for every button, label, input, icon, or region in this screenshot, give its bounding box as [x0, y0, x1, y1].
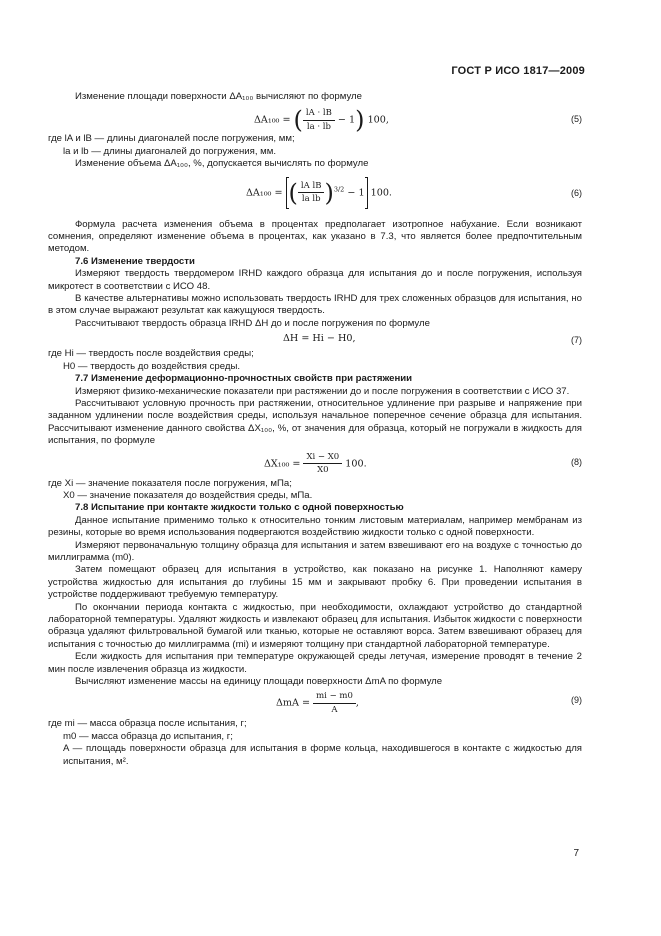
- section-7-6-heading: 7.6 Изменение твердости: [75, 255, 195, 267]
- legend-7-line-2: H0 — твердость до воздействия среды.: [63, 360, 241, 372]
- formula-8: [48, 448, 582, 478]
- formula-6-tail: − 1: [347, 187, 365, 199]
- formula-5-number: (5): [571, 114, 582, 125]
- formula-6-num: lA lB: [298, 180, 325, 193]
- formula-8-num: Xi − X0: [303, 451, 342, 464]
- legend-5-line-1: где lA и lB — длины диагоналей после погружения, мм;: [48, 133, 295, 145]
- section-7-6-p2: В качестве альтернативы можно использовать твердость IRHD для трех сложенных образцов для испытания, но в этом случае выражают результат как кажущуюся твердость.: [48, 293, 582, 317]
- formula-7-number: (7): [571, 335, 582, 346]
- legend-9-line-3: A — площадь поверхности образца для испытания в форме кольца, находившегося в контакте с жидкостью для испытания, м².: [63, 743, 582, 767]
- intro-area-text: Изменение площади поверхности ΔA₁₀₀ вычисляют по формуле: [75, 91, 362, 102]
- legend-7-line-1: где Hi — твердость после воздействия среды;: [48, 348, 254, 360]
- section-7-8-p2: Измеряют первоначальную толщину образца для испытания и затем взвешивают его на воздухе с точностью до миллиграмма (m0).: [48, 539, 582, 563]
- legend-8-line-1: где Xi — значение показателя после погружения, мПа;: [48, 477, 292, 489]
- section-7-7-p1: Измеряют физико-механические показатели при растяжении до и после погружения в соответствии с ИСО 37.: [75, 385, 570, 397]
- page-content: [48, 91, 582, 768]
- section-7-6-p3: Рассчитывают твердость образца IRHD ΔH до и после погружения по формуле: [75, 317, 430, 329]
- formula-6-factor: 100.: [370, 187, 392, 199]
- formula-7-body: ΔH = Hi − H0,: [283, 333, 356, 345]
- formula-9-num: mi − m0: [313, 690, 356, 703]
- formula-9-tail: ,: [355, 697, 359, 709]
- formula-8-den: X0: [317, 464, 329, 475]
- formula-5: ΔA₁₀₀ = ( $\frac{lA \cdot lB}{la \cdot lb}$ − 1) 100, (5): [254, 106, 582, 135]
- legend-8-line-2: X0 — значение показателя до воздействия среды, мПа.: [63, 489, 313, 501]
- formula-6-number: (6): [571, 187, 582, 198]
- formula-9-den: A: [331, 704, 338, 715]
- formula-5-lhs: ΔA₁₀₀ =: [254, 114, 291, 126]
- volume-paragraph: Формула расчета изменения объема в процентах предполагает изотропное набухание. Если возникают сомнения, определяют изменение объема в процентах, как указано в 7.3, что является более предпочтительным методом.: [48, 218, 582, 255]
- section-7-8-p6: Вычисляют изменение массы на единицу площади поверхности ΔmA по формуле: [75, 676, 443, 688]
- formula-8-factor: 100.: [345, 457, 367, 469]
- section-7-7-heading: 7.7 Изменение деформационно-прочностных свойств при растяжении: [75, 373, 413, 385]
- legend-5-line-2: la и lb — длины диагоналей до погружения, мм.: [63, 145, 277, 157]
- formula-6-exp: 3/2: [333, 185, 345, 194]
- formula-5-factor: 100,: [367, 114, 389, 126]
- section-7-6-p1: Измеряют твердость твердомером IRHD каждого образца для испытания до и после погружения, используя микротест в соответствии с ИСО 48.: [48, 268, 582, 292]
- formula-6-lhs: ΔA₁₀₀ =: [246, 187, 283, 199]
- section-7-7-p2: Рассчитывают условную прочность при растяжении, относительное удлинение при разрыве и напряжение при заданном удлинении после воздействия среды, используя начальное поперечное сечение образца для испытания. Рассчитывают изменение данного свойства ΔX₁₀₀, %, от значения для образца, который не погружали в жидкость для испытания, по формуле: [48, 397, 582, 447]
- formula-7: [48, 330, 582, 348]
- section-7-8-p5: Если жидкость для испытания при температуре окружающей среды летучая, измерение проводят в течение 2 мин после извлечения образца из жидкости.: [48, 651, 582, 675]
- volume-intro-text: Изменение объема ΔA₁₀₀, %, допускается вычислять по формуле: [75, 158, 369, 170]
- formula-9: [48, 688, 582, 718]
- formula-8-number: (8): [571, 456, 582, 467]
- page-number: 7: [573, 848, 579, 859]
- section-7-8-p4: По окончании периода контакта с жидкостью, при необходимости, охлаждают устройство до стандартной лабораторной температуры. Удаляют жидкость и извлекают образец для испытания. Избыток жидкости с поверхности образца удаляют фильтровальной бумагой или тканью, которые не оставляют ворса. Затем взвешивают образец для испытания с точностью до миллиграмма (mi) и измеряют толщину при стандартной лабораторной температуре.: [48, 601, 582, 650]
- standard-header: ГОСТ Р ИСО 1817—2009: [451, 65, 585, 77]
- section-7-8-p1: Данное испытание применимо только к относительно тонким листовым материалам, например мембранам из резины, которые во время использования подвергаются воздействию жидкости только с одной поверхности.: [48, 514, 582, 539]
- section-7-8-heading: 7.8 Испытание при контакте жидкости только с одной поверхностью: [75, 502, 404, 514]
- legend-9-line-1: где mi — масса образца после испытания, г;: [48, 718, 247, 730]
- formula-5-den: la · lb: [306, 121, 331, 132]
- formula-6-den: la lb: [301, 194, 321, 205]
- legend-9-line-2: m0 — масса образца до испытания, г;: [63, 730, 233, 742]
- formula-8-lhs: ΔX₁₀₀ =: [264, 457, 301, 469]
- formula-9-number: (9): [571, 695, 582, 706]
- formula-6: ΔA₁₀₀ = ( $\frac{\text{lA lB}}{\text{la lb}}$ )$^{3/2}$ − 1 100. (6): [246, 178, 582, 207]
- formula-5-tail: − 1: [337, 114, 356, 126]
- formula-9-lhs: ΔmA =: [276, 697, 311, 709]
- section-7-8-p3: Затем помещают образец для испытания в устройство, как показано на рисунке 1. Наполняют камеру устройства жидкостью для испытания до глубины 15 мм и закрывают пробку 6. При проведении испытания в устройстве поддерживают требуемую температуру.: [48, 564, 582, 601]
- formula-5-num: lA · lB: [303, 107, 335, 120]
